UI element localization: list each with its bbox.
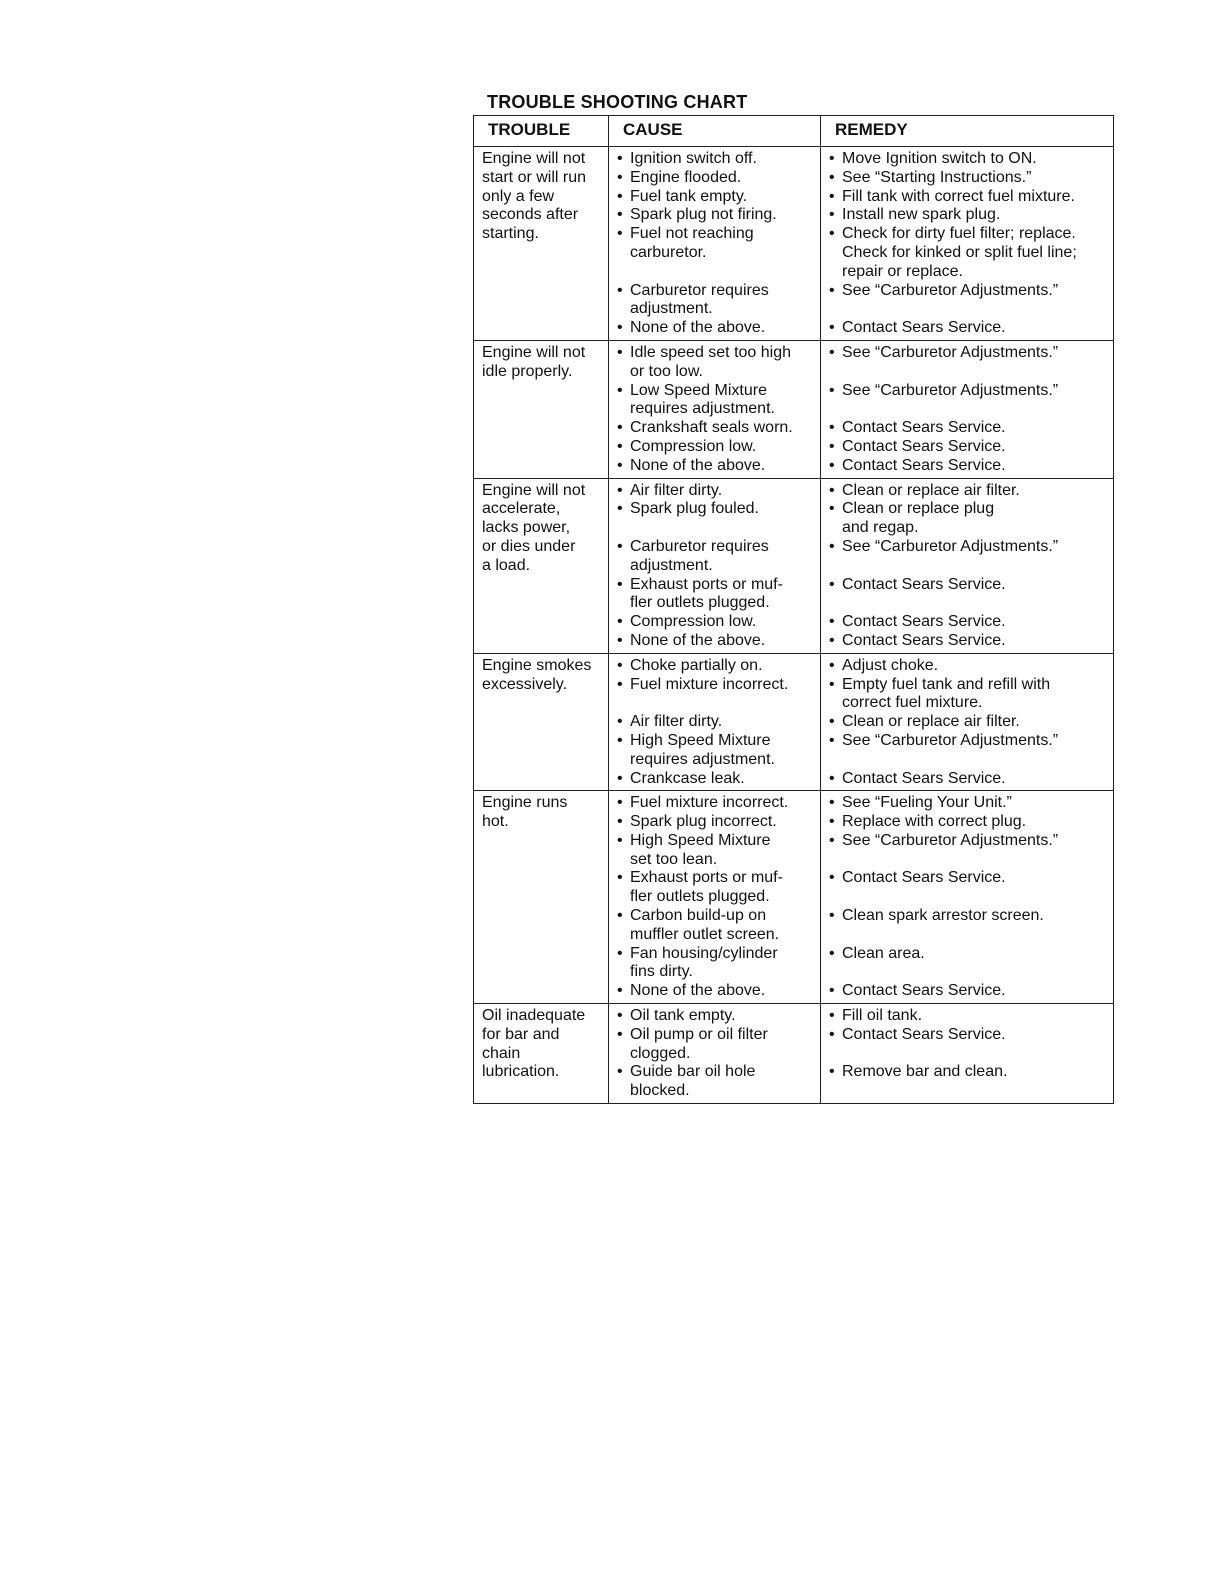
remedy-item: • See “Carburetor Adjustments.” [829, 732, 1109, 751]
trouble-text: Engine will not start or will run only a few seconds after starting. [482, 150, 587, 243]
trouble-cell [474, 1004, 609, 1104]
remedy-item: • See “Carburetor Adjustments.” [829, 832, 1109, 851]
table-row [474, 791, 1114, 1004]
remedy-item: • Clean spark arrestor screen. [829, 907, 1109, 926]
trouble-cell [474, 791, 609, 1004]
remedy-item: • Contact Sears Service. [829, 982, 1109, 1001]
remedy-item: • Contact Sears Service. [829, 457, 1109, 476]
remedy-cell [821, 1004, 1114, 1104]
remedy-item: • See “Carburetor Adjustments.” [829, 538, 1109, 557]
trouble-cell [474, 478, 609, 653]
header-cause: CAUSE [609, 116, 821, 147]
cause-item: • Fuel mixture incorrect. [617, 676, 816, 695]
header-trouble: TROUBLE [474, 116, 609, 147]
trouble-text: Oil inadequate for bar and chain lubrication. [482, 1007, 586, 1081]
cause-item: • Carburetor requires adjustment. [617, 282, 816, 320]
remedy-item: • Remove bar and clean. [829, 1063, 1109, 1082]
remedy-cell [821, 478, 1114, 653]
cause-item: • Spark plug incorrect. [617, 813, 816, 832]
table-row [474, 1004, 1114, 1104]
remedy-item: • Adjust choke. [829, 657, 1109, 676]
remedy-item: • Contact Sears Service. [829, 319, 1109, 338]
table-row [474, 478, 1114, 653]
remedy-item: • Fill oil tank. [829, 1007, 1109, 1026]
remedy-cell [821, 791, 1114, 1004]
remedy-item: • Empty fuel tank and refill with correct fuel mixture. [829, 676, 1109, 714]
cause-item: • Exhaust ports or muf- fler outlets plugged. [617, 869, 816, 907]
trouble-shooting-table [473, 115, 1114, 1104]
header-remedy: REMEDY [821, 116, 1114, 147]
table-row [474, 340, 1114, 478]
cause-item: • Guide bar oil hole blocked. [617, 1063, 816, 1101]
remedy-item: • Contact Sears Service. [829, 576, 1109, 595]
remedy-item: • Contact Sears Service. [829, 419, 1109, 438]
remedy-item: • Contact Sears Service. [829, 613, 1109, 632]
cause-item: • Crankcase leak. [617, 770, 816, 789]
cause-item: • Oil tank empty. [617, 1007, 816, 1026]
cause-cell [609, 1004, 821, 1104]
remedy-item: • Check for dirty fuel filter; replace. Check for kinked or split fuel line; repair or replace. [829, 225, 1109, 281]
remedy-item: • Clean or replace air filter. [829, 482, 1109, 501]
remedy-cell [821, 340, 1114, 478]
trouble-text: Engine will not idle properly. [482, 343, 586, 380]
remedy-item: • Contact Sears Service. [829, 632, 1109, 651]
remedy-item: • Contact Sears Service. [829, 869, 1109, 888]
cause-item: • Fuel mixture incorrect. [617, 794, 816, 813]
cause-item: • Air filter dirty. [617, 713, 816, 732]
cause-item: • Compression low. [617, 438, 816, 457]
trouble-cell [474, 653, 609, 791]
cause-item: • Fan housing/cylinder fins dirty. [617, 945, 816, 983]
chart-title: TROUBLE SHOOTING CHART [487, 92, 748, 112]
remedy-item: • See “Starting Instructions.” [829, 169, 1109, 188]
cause-item: • Oil pump or oil filter clogged. [617, 1026, 816, 1064]
remedy-item: • Contact Sears Service. [829, 438, 1109, 457]
trouble-cell [474, 340, 609, 478]
table-row [474, 653, 1114, 791]
cause-item: • Crankshaft seals worn. [617, 419, 816, 438]
cause-item: • None of the above. [617, 319, 816, 338]
remedy-item: • Fill tank with correct fuel mixture. [829, 188, 1109, 207]
cause-item: • Fuel not reaching carburetor. [617, 225, 816, 263]
remedy-item: • Clean or replace plug and regap. [829, 500, 1109, 538]
cause-item: • Engine flooded. [617, 169, 816, 188]
remedy-item: • See “Fueling Your Unit.” [829, 794, 1109, 813]
cause-item: • None of the above. [617, 457, 816, 476]
cause-cell [609, 791, 821, 1004]
header-row [474, 116, 1114, 147]
remedy-item: • Replace with correct plug. [829, 813, 1109, 832]
cause-cell [609, 653, 821, 791]
cause-item: • Spark plug not firing. [617, 206, 816, 225]
cause-item: • Fuel tank empty. [617, 188, 816, 207]
cause-cell [609, 340, 821, 478]
cause-item: • Idle speed set too high or too low. [617, 344, 816, 382]
cause-item: • Spark plug fouled. [617, 500, 816, 519]
cause-item: • Choke partially on. [617, 657, 816, 676]
remedy-item: • Move Ignition switch to ON. [829, 150, 1109, 169]
remedy-item: • Contact Sears Service. [829, 1026, 1109, 1045]
cause-item: • None of the above. [617, 982, 816, 1001]
remedy-cell [821, 653, 1114, 791]
cause-item: • Air filter dirty. [617, 482, 816, 501]
cause-item: • Ignition switch off. [617, 150, 816, 169]
cause-cell [609, 478, 821, 653]
cause-item: • Carbon build-up on muffler outlet screen. [617, 907, 816, 945]
remedy-cell [821, 147, 1114, 341]
cause-item: • High Speed Mixture set too lean. [617, 832, 816, 870]
cause-cell [609, 147, 821, 341]
cause-item: • High Speed Mixture requires adjustment. [617, 732, 816, 770]
remedy-item: • Clean or replace air filter. [829, 713, 1109, 732]
remedy-item: • See “Carburetor Adjustments.” [829, 382, 1109, 401]
remedy-item: • Contact Sears Service. [829, 770, 1109, 789]
remedy-item: • Clean area. [829, 945, 1109, 964]
remedy-item: • See “Carburetor Adjustments.” [829, 344, 1109, 363]
cause-item: • Exhaust ports or muf- fler outlets plugged. [617, 576, 816, 614]
cause-item: • Low Speed Mixture requires adjustment. [617, 382, 816, 420]
cause-item: • Carburetor requires adjustment. [617, 538, 816, 576]
table-row [474, 147, 1114, 341]
cause-item: • None of the above. [617, 632, 816, 651]
remedy-item: • Install new spark plug. [829, 206, 1109, 225]
trouble-cell [474, 147, 609, 341]
remedy-item: • See “Carburetor Adjustments.” [829, 282, 1109, 301]
trouble-text: Engine runs hot. [482, 794, 568, 831]
trouble-text: Engine smokes excessively. [482, 656, 592, 693]
trouble-text: Engine will not accelerate, lacks power, or dies under a load. [482, 481, 586, 574]
cause-item: • Compression low. [617, 613, 816, 632]
